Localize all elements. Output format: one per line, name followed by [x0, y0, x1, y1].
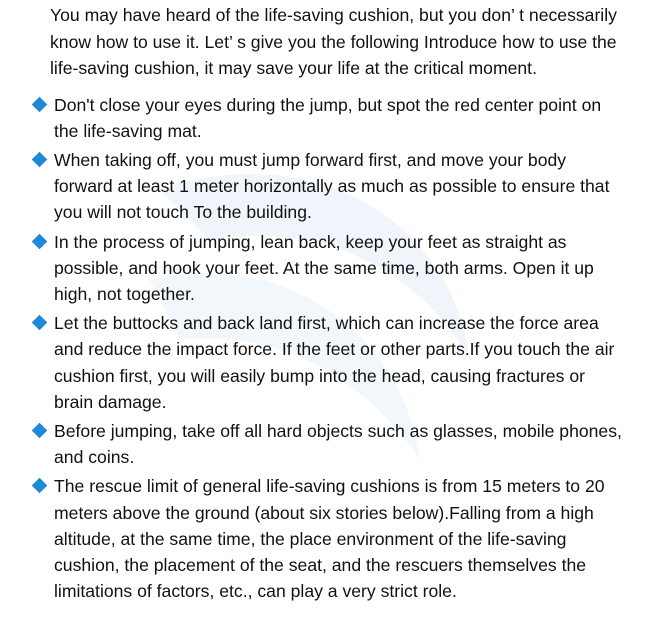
diamond-icon	[32, 478, 48, 494]
document-body	[28, 2, 628, 604]
tip-text: The rescue limit of general life-saving cushions is from 15 meters to 20 meters above the ground (about six stories below).Falling from a high altitude, at the same time, the place environment of the life-saving cushion, the placement of the seat, and the rescuers themselves the limitations of factors, etc., can play a very strict role.	[54, 476, 605, 602]
tip-text: In the process of jumping, lean back, keep your feet as straight as possible, and hook your feet. At the same time, both arms. Open it up high, not together.	[54, 231, 594, 304]
tip-item	[28, 92, 628, 144]
tip-item	[28, 418, 628, 470]
tips-list	[28, 92, 628, 605]
tip-text: Don't close your eyes during the jump, but spot the red center point on the life-saving mat.	[54, 94, 602, 141]
diamond-icon	[32, 152, 48, 168]
diamond-icon	[32, 96, 48, 112]
tip-text: When taking off, you must jump forward first, and move your body forward at least 1 meter horizontally as much as possible to ensure that you will not touch To the building.	[54, 149, 610, 223]
tip-item	[28, 310, 628, 415]
tip-item	[28, 473, 628, 604]
diamond-icon	[32, 233, 48, 249]
tip-item	[28, 147, 628, 226]
diamond-icon	[32, 423, 48, 439]
tip-text: Let the buttocks and back land first, which can increase the force area and reduce the impact force. If the feet or other parts.If you touch the air cushion first, you will easily bump into the head, causing fractures or brain damage.	[54, 313, 615, 412]
intro-paragraph: You may have heard of the life-saving cushion, but you don’ t necessarily know how to use it. Let’ s give you the following Introduce how to use the life-saving cushion, it may save your life at the critical moment.	[50, 5, 617, 78]
tip-text: Before jumping, take off all hard objects such as glasses, mobile phones, and coins.	[54, 420, 622, 468]
diamond-icon	[32, 315, 48, 331]
tip-item	[28, 229, 628, 308]
